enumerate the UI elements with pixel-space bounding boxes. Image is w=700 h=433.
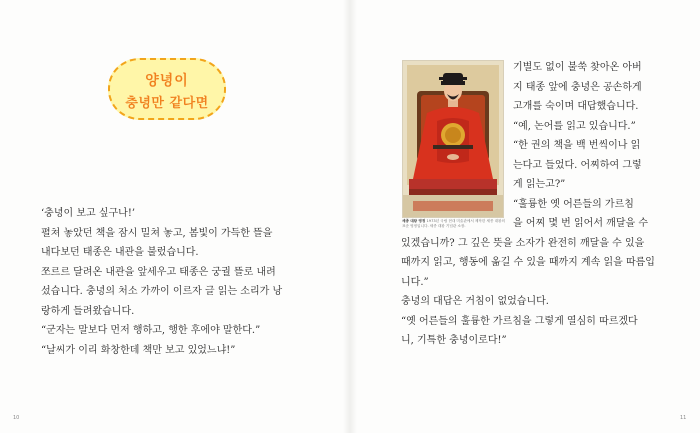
- text-line: 때까지 읽고, 행동에 옮길 수 있을 때까지 계속 읽을 따름입: [401, 257, 655, 268]
- text-line: 펼쳐 놓았던 책을 잠시 밀쳐 놓고, 봄빛이 가득한 뜰을: [41, 227, 273, 239]
- text-line: ‘충녕이 보고 싶구나!’: [41, 208, 136, 219]
- text-line: “훌륭한 옛 어른들의 가르침: [513, 198, 634, 210]
- text-line: 니다.”: [401, 276, 429, 288]
- text-line: 섰습니다. 충녕의 처소 가까이 이르자 글 읽는 소리가 낭: [41, 286, 283, 297]
- chapter-title-line1: 양녕이: [145, 73, 189, 89]
- text-line: 는다고 들었다. 어찌하여 그렇: [513, 159, 642, 171]
- text-line: “날씨가 이리 화창한데 책만 보고 있었느냐!”: [41, 344, 236, 356]
- text-line: 기별도 없이 불쑥 찾아온 아버: [513, 62, 642, 73]
- text-line: 니, 기특한 충녕이로다!”: [401, 335, 507, 346]
- text-line: “옛 어른들의 훌륭한 가르침을 그렇게 열심히 따르겠다: [401, 315, 638, 327]
- text-line: 게 읽는고?”: [513, 179, 566, 190]
- text-line: 충녕의 대답은 거침이 없었습니다.: [401, 296, 549, 307]
- page-number-left: 10: [13, 415, 20, 421]
- portrait-illustration: [403, 61, 503, 217]
- right-page-text-bottom: [401, 214, 691, 351]
- text-line: 지 태종 앞에 충녕은 공손하게: [513, 81, 642, 93]
- chapter-title-line2: 충녕만 같다면: [125, 96, 209, 111]
- left-page-text: [41, 204, 331, 360]
- text-line: 을 어찌 몇 번 읽어서 깨달을 수: [513, 218, 648, 229]
- king-sejong-portrait: [402, 60, 504, 218]
- text-line: 랑하게 들려왔습니다.: [41, 305, 135, 317]
- text-line: “한 권의 책을 백 번씩이나 읽: [513, 140, 641, 151]
- right-page-text-top: [513, 58, 685, 214]
- text-line: 있겠습니까? 그 깊은 뜻을 소자가 완전히 깨달을 수 있을: [401, 237, 645, 249]
- text-line: “예, 논어를 읽고 있습니다.”: [513, 120, 636, 132]
- text-line: 내다보던 태종은 내관을 불렀습니다.: [41, 247, 199, 258]
- text-line: “군자는 말보다 먼저 행하고, 행한 후에야 말한다.”: [41, 325, 261, 336]
- text-line: 쪼르르 달려온 내관을 앞세우고 태종은 궁궐 뜰로 내려: [41, 266, 276, 278]
- caption-text: 1973년 국립 현대 미술관에서 제작한 세종 대왕의 표준 영정입니다. 세종 대왕 기념관 소장.: [402, 219, 505, 228]
- chapter-title-badge: [108, 58, 226, 120]
- text-line: 고개를 숙이며 대답했습니다.: [513, 101, 639, 112]
- caption-title: 세종 대왕 영정: [402, 219, 426, 223]
- page-number-right: 11: [680, 415, 687, 421]
- book-gutter: [343, 0, 357, 433]
